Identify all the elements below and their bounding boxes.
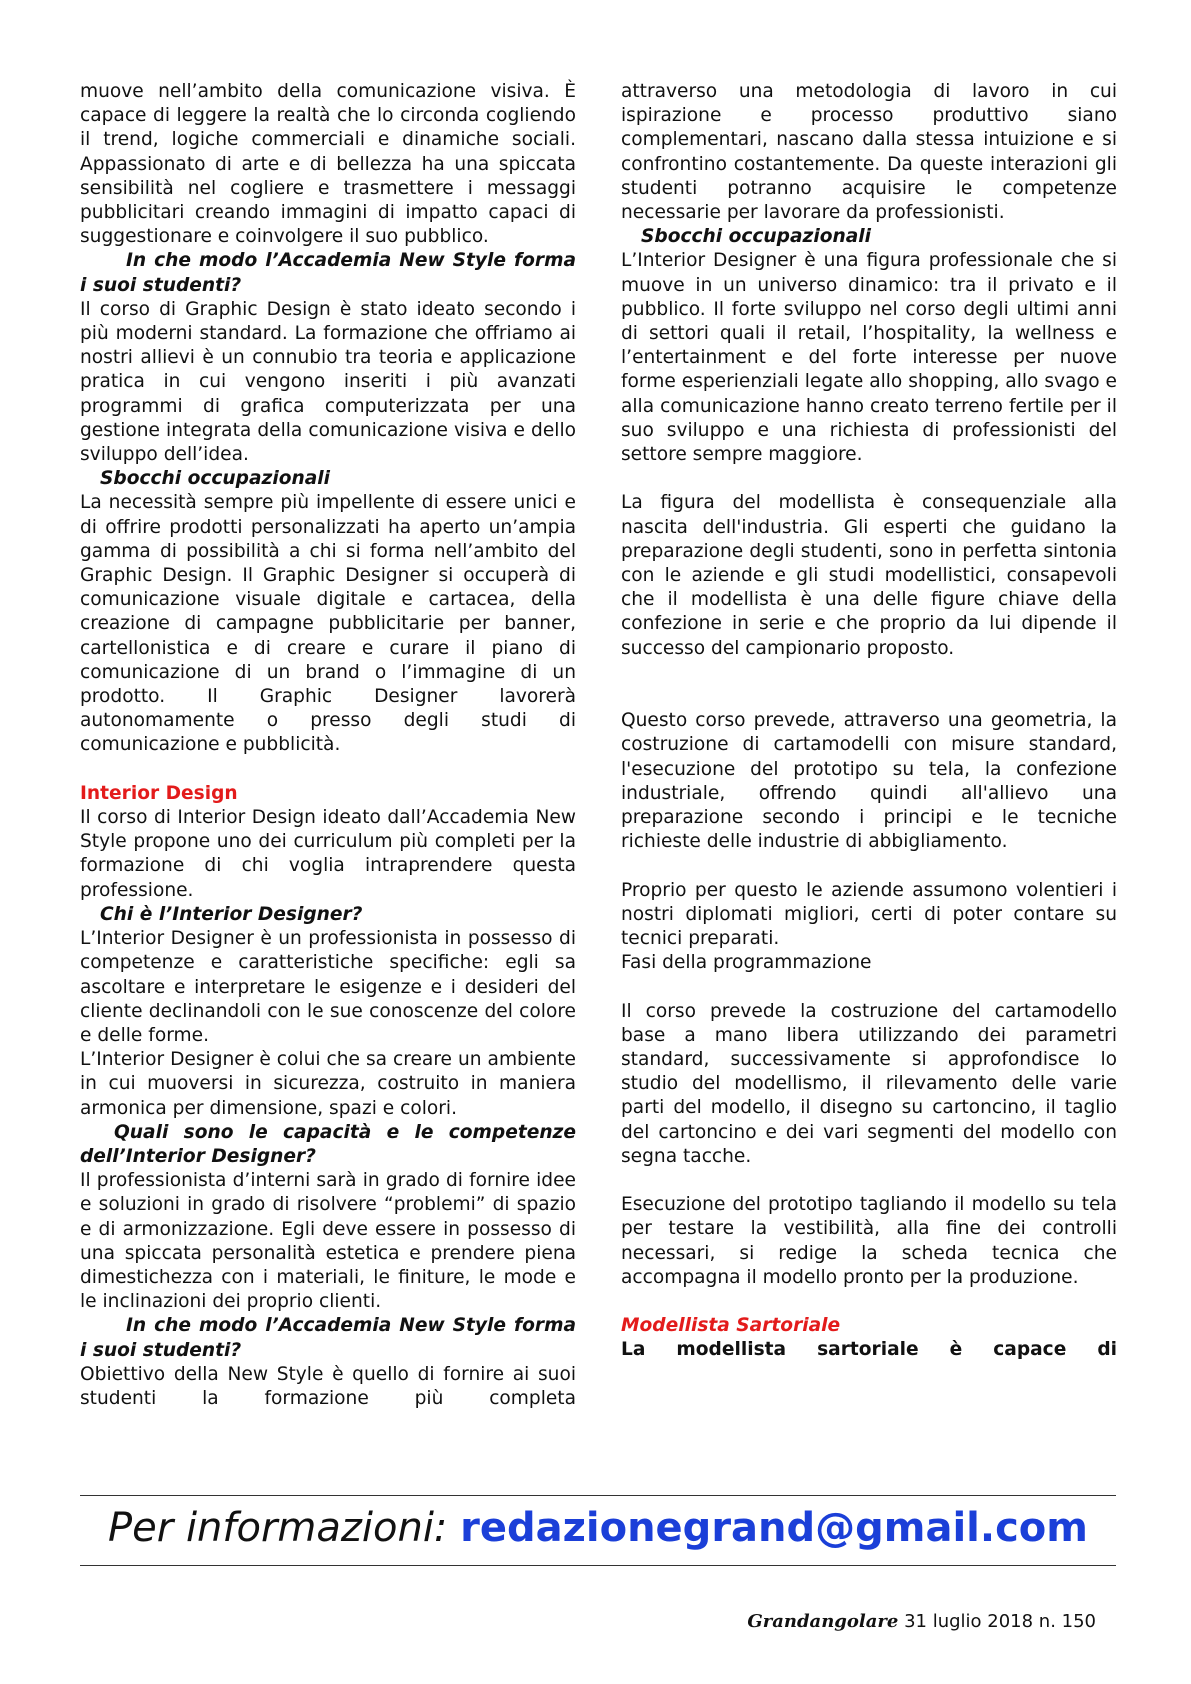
paragraph: Esecuzione del prototipo tagliando il modello su tela per testare la vestibilità, alla fine dei controlli necessari, si redige la scheda tecnica che accompagna il modello pronto per la produzione. bbox=[621, 1194, 1117, 1288]
publication-name: Grandangolare bbox=[747, 1611, 899, 1632]
paragraph: Il professionista d’interni sarà in grado di fornire idee e soluzioni in grado di risolvere “problemi” di spazio e di armonizzazione. Egli deve essere in possesso di una spiccata personalità estetica e prendere piena dimestichezza con i materiali, le finiture, le mode e le inclinazioni dei proprio clienti. bbox=[80, 1170, 576, 1313]
divider-bottom bbox=[80, 1565, 1116, 1566]
paragraph: La modellista sartoriale è capace di bbox=[621, 1339, 1117, 1361]
paragraph: L’Interior Designer è una figura professionale che si muove in un universo dinamico: tra il privato e il pubblico. Il forte sviluppo nel corso degli ultimi anni di settori quali il retail, l’hospitality, la wellness e l’entertainment e del forte interesse per nuove forme esperienziali legate allo shopping, allo svago e alla comunicazione hanno creato terreno fertile per il suo sviluppo e una richiesta di professionisti del settore sempre maggiore. bbox=[621, 250, 1117, 466]
section-heading: Modellista Sartoriale bbox=[621, 1315, 841, 1337]
paragraph: Obiettivo della New Style è quello di fornire ai suoi studenti la formazione più completa bbox=[80, 1363, 576, 1409]
subheading: Chi è l’Interior Designer? bbox=[100, 903, 363, 925]
paragraph: L’Interior Designer è un professionista in possesso di competenze e caratteristiche specifiche: egli sa ascoltare e interpretare le esigenze e i desideri del cliente declinandoli con le sue conoscenze del colore e delle forme. bbox=[80, 928, 576, 1046]
email-link[interactable]: redazionegrand@gmail.com bbox=[460, 1505, 1088, 1551]
spacer bbox=[621, 1290, 1117, 1314]
paragraph: Il corso di Interior Design ideato dall’Accademia New Style propone uno dei curriculum più completi per la formazione di chi voglia intraprendere questa professione. bbox=[80, 807, 576, 901]
subheading: Sbocchi occupazionali bbox=[641, 226, 872, 248]
page-footer bbox=[747, 1611, 1096, 1632]
spacer bbox=[621, 1169, 1117, 1193]
section-heading: Interior Design bbox=[80, 782, 238, 804]
info-banner bbox=[80, 1504, 1116, 1552]
subheading: Sbocchi occupazionali bbox=[100, 468, 331, 490]
subheading: Quali sono le capacità e le competenze dell’Interior Designer? bbox=[80, 1121, 576, 1167]
left-column bbox=[80, 80, 576, 1411]
paragraph: attraverso una metodologia di lavoro in cui ispirazione e processo produttivo siano complementari, nascano dalla stessa intuizione e si confrontino costantemente. Da queste interazioni gli studenti potranno acquisire le competenze necessarie per lavorare da professionisti. bbox=[621, 81, 1117, 224]
subheading: In che modo l’Accademia New Style forma i suoi studenti? bbox=[80, 1315, 576, 1361]
spacer bbox=[621, 467, 1117, 491]
subheading: In che modo l’Accademia New Style forma i suoi studenti? bbox=[80, 250, 576, 296]
paragraph: Proprio per questo le aziende assumono volentieri i nostri diplomati migliori, certi di poter contare su tecnici preparati. bbox=[621, 879, 1117, 950]
spacer bbox=[621, 975, 1117, 999]
paragraph: muove nell’ambito della comunicazione visiva. È capace di leggere la realtà che lo circonda cogliendo il trend, logiche commerciali e dinamiche sociali. Appassionato di arte e di bellezza ha una spiccata sensibilità nel cogliere e trasmettere i messaggi pubblicitari creando immagini di impatto capaci di suggestionare e coinvolgere il suo pubblico. bbox=[80, 81, 576, 248]
paragraph: Il corso di Graphic Design è stato ideato secondo i più moderni standard. La formazione che offriamo ai nostri allievi è un connubio tra teoria e applicazione pratica in cui vengono inseriti i più avanzati programmi di grafica computerizzata per una gestione integrata della comunicazione visiva e dello sviluppo dell’idea. bbox=[80, 298, 576, 466]
right-column bbox=[621, 80, 1117, 1363]
divider-top bbox=[80, 1495, 1116, 1496]
paragraph: La figura del modellista è consequenziale alla nascita dell'industria. Gli esperti che guidano la preparazione degli studenti, sono in perfetta sintonia con le aziende e gli studi modellistici, consapevoli che il modellista è una delle figure chiave della confezione in serie e che proprio da lui dipende il successo del campionario proposto. bbox=[621, 492, 1117, 659]
spacer bbox=[80, 758, 576, 782]
spacer bbox=[621, 854, 1117, 878]
issue-date: 31 luglio 2018 n. 150 bbox=[904, 1611, 1096, 1632]
paragraph: Fasi della programmazione bbox=[621, 952, 872, 974]
paragraph: Il corso prevede la costruzione del cartamodello base a mano libera utilizzando dei parametri standard, successivamente si approfondisce lo studio del modellismo, il rilevamento delle varie parti del modello, il disegno su cartoncino, il taglio del cartoncino e dei vari segmenti del modello con segna tacche. bbox=[621, 1000, 1117, 1167]
paragraph: Questo corso prevede, attraverso una geometria, la costruzione di cartamodelli con misure standard, l'esecuzione del prototipo su tela, la confezione industriale, offrendo quindi all'allievo una preparazione secondo i principi e le tecniche richieste delle industrie di abbigliamento. bbox=[621, 710, 1117, 853]
paragraph: La necessità sempre più impellente di essere unici e di offrire prodotti personalizzati ha aperto un’ampia gamma di possibilità a chi si forma nell’ambito del Graphic Design. Il Graphic Designer si occuperà di comunicazione visuale digitale e cartacea, della creazione di campagne pubblicitarie per banner, cartellonistica e di creare e curare il piano di comunicazione di un brand o l’immagine di un prodotto. Il Graphic Designer lavorerà autonomamente o presso degli studi di comunicazione e pubblicità. bbox=[80, 492, 576, 756]
spacer bbox=[621, 661, 1117, 709]
info-label: Per informazioni: bbox=[108, 1505, 448, 1551]
paragraph: L’Interior Designer è colui che sa creare un ambiente in cui muoversi in sicurezza, costruito in maniera armonica per dimensione, spazi e colori. bbox=[80, 1049, 576, 1119]
